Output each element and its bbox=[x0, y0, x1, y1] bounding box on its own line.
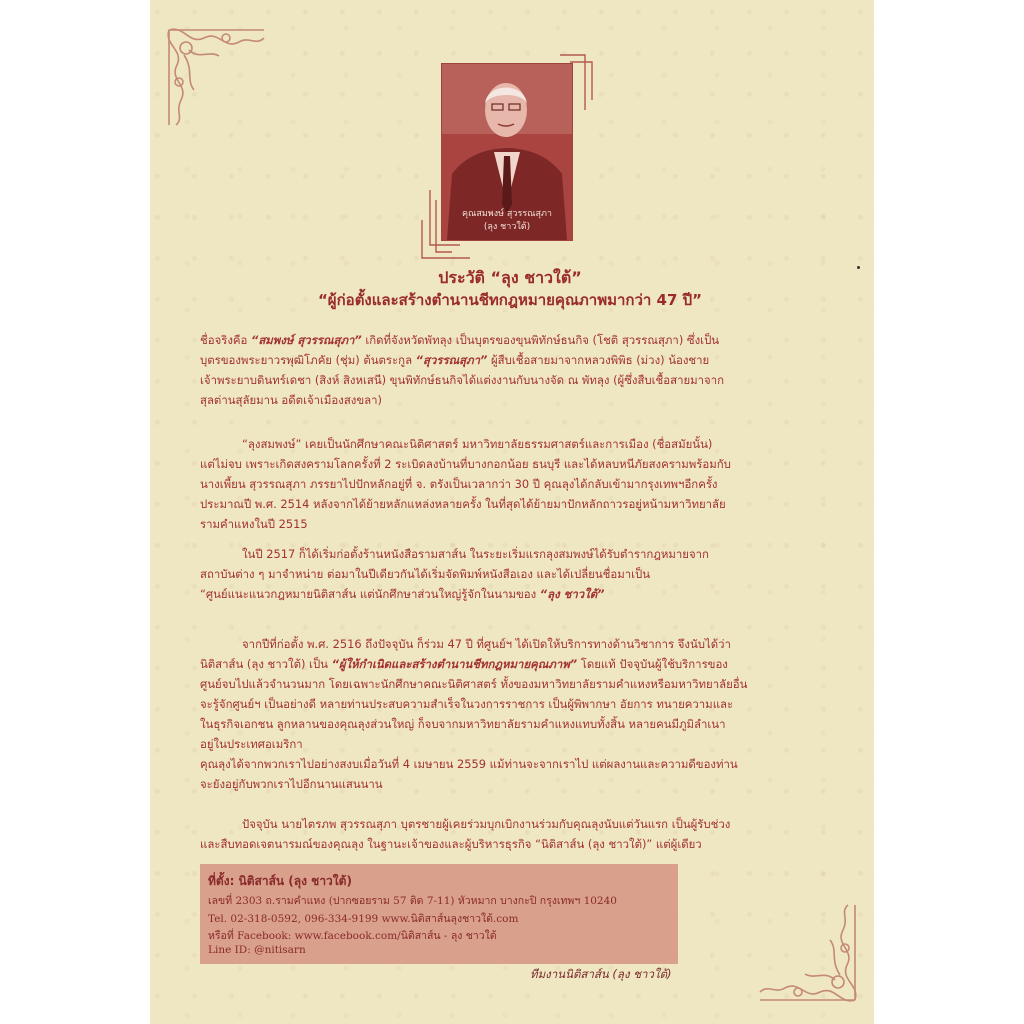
p1-line-2-emphasis: “สุวรรณสุภา” bbox=[415, 353, 488, 367]
p1-line-1-emphasis: “สมพงษ์ สุวรรณสุภา” bbox=[251, 333, 362, 347]
address-line-id: Line ID: @nitisarn bbox=[208, 944, 306, 956]
p1-line-2-pre: บุตรของพระยาวรพุฒิโภคัย (ชุ่ม) ต้นตระกูล bbox=[200, 353, 416, 367]
p1-line-2 bbox=[200, 350, 840, 370]
photo-caption-nickname: (ลุง ชาวใต้) bbox=[483, 222, 531, 232]
paragraph-1 bbox=[200, 330, 840, 410]
p3-line-3-emphasis: “ลุง ชาวใต้” bbox=[539, 587, 605, 601]
title-line-2: “ผู้ก่อตั้งและสร้างตำนานชีทกฎหมายคุณภาพมากว่า 47 ปี” bbox=[317, 291, 703, 309]
p4-line-4: จะรู้จักศูนย์ฯ เป็นอย่างดี หลายท่านประสบความสำเร็จในวงการราชการ เป็นผู้พิพากษา อัยการ ทนายความและ bbox=[200, 697, 734, 711]
photo-caption-name: คุณสมพงษ์ สุวรรณสุภา bbox=[462, 209, 552, 219]
p5-line-2: และสืบทอดเจตนารมณ์ของคุณลุง ในฐานะเจ้าของและผู้บริหารธุรกิจ “นิติสาส์น (ลุง ชาวใต้)” แต่ผู้เดียว bbox=[200, 837, 702, 851]
p4-line-3: ศูนย์จบไปแล้วจำนวนมาก โดยเฉพาะนักศึกษาคณะนิติศาสตร์ ทั้งของมหาวิทยาลัยรามคำแหงหรือมหาวิทยาลัยอื่น bbox=[200, 677, 748, 691]
photo-caption bbox=[442, 208, 572, 234]
title-line-1: ประวัติ “ลุง ชาวใต้” bbox=[438, 268, 582, 287]
p3-line-3-text: “ศูนย์แนะแนวกฎหมายนิติสาส์น แต่นักศึกษาส่วนใหญ่รู้จักในนามของ bbox=[200, 587, 540, 601]
paragraph-2 bbox=[200, 434, 840, 534]
p4-line-1: จากปีที่ก่อตั้ง พ.ศ. 2516 ถึงปัจจุบัน ก็ร่วม 47 ปี ที่ศูนย์ฯ ได้เปิดให้บริการทางด้านวิชาการ จึงนับได้ว่า bbox=[242, 637, 731, 651]
address-box bbox=[200, 864, 678, 964]
address-phone: Tel. 02-318-0592, 096-334-9199 www.นิติสาส์นลุงชาวใต้.com bbox=[208, 913, 519, 925]
p4-line-8: จะยังอยู่กับพวกเราไปอีกนานแสนนาน bbox=[200, 777, 383, 791]
p1-line-1-post: เกิดที่จังหวัดพัทลุง เป็นบุตรของขุนพิทักษ์ธนกิจ (โชติ สุวรรณสุภา) ซึ่งเป็น bbox=[361, 333, 720, 347]
p4-line-6: อยู่ในประเทศอเมริกา bbox=[200, 737, 303, 751]
p1-line-2-post: ผู้สืบเชื้อสายมาจากหลวงพิพิธ (ม่วง) น้องชาย bbox=[487, 353, 710, 367]
p3-line-2: สถาบันต่าง ๆ มาจำหน่าย ต่อมาในปีเดียวกันได้เริ่มจัดพิมพ์หนังสือเอง และได้เปลี่ยนชื่อมาเป็น bbox=[200, 567, 651, 581]
corner-ornament-top-left bbox=[164, 20, 274, 140]
p4-line-5: ในธุรกิจเอกชน ลูกหลานของคุณลุงส่วนใหญ่ ก็จบจากมหาวิทยาลัยรามคำแหงแทบทั้งสิ้น หลายคนมีภูมิลำเนา bbox=[200, 717, 726, 731]
address-line-1: เลขที่ 2303 ถ.รามคำแหง (ปากซอยราม 57 ติด 7-11) หัวหมาก บางกะปิ กรุงเทพฯ 10240 bbox=[208, 895, 617, 907]
p2-line-5: รามคำแหงในปี 2515 bbox=[200, 517, 308, 531]
p4-line-2 bbox=[200, 654, 840, 674]
address-title: ที่ตั้ง: นิติสาส์น (ลุง ชาวใต้) bbox=[208, 874, 352, 888]
p1-line-4: สุลต่านสุลัยมาน อดีตเจ้าเมืองสงขลา) bbox=[200, 393, 382, 407]
document-page bbox=[150, 0, 874, 1024]
corner-ornament-bottom-right bbox=[750, 890, 860, 1010]
title-block bbox=[230, 267, 790, 311]
paragraph-3 bbox=[200, 544, 840, 604]
p1-line-1-pre: ชื่อจริงคือ bbox=[200, 333, 252, 347]
p4-line-7: คุณลุงได้จากพวกเราไปอย่างสงบเมื่อวันที่ 4 เมษายน 2559 แม้ท่านจะจากเราไป แต่ผลงานและความดีของท่าน bbox=[200, 757, 738, 771]
p1-line-1 bbox=[200, 330, 840, 350]
speck bbox=[857, 266, 860, 269]
portrait-photo bbox=[442, 64, 572, 240]
p5-line-1: ปัจจุบัน นายไตรภพ สุวรรณสุภา บุตรชายผู้เคยร่วมบุกเบิกงานร่วมกับคุณลุงนับแต่วันแรก เป็นผู้รับช่วง bbox=[242, 817, 731, 831]
p4-line-2-post: โดยแท้ ปัจจุบันผู้ใช้บริการของ bbox=[577, 657, 728, 671]
paragraph-5 bbox=[200, 814, 840, 854]
p1-line-3: เจ้าพระยาบดินทร์เดชา (สิงห์ สิงหเสนี) ขุนพิทักษ์ธนกิจได้แต่งงานกับนางจัด ณ พัทลุง (ผู้ซึ่งสืบเชื้อสายมาจาก bbox=[200, 373, 725, 387]
address-facebook: หรือที่ Facebook: www.facebook.com/นิติสาส์น - ลุง ชาวใต้ bbox=[208, 930, 497, 942]
p2-line-2: แต่ไม่จบ เพราะเกิดสงครามโลกครั้งที่ 2 ระเบิดลงบ้านที่บางกอกน้อย ธนบุรี และได้หลบหนีภัยสงครามพร้อมกับ bbox=[200, 457, 731, 471]
p4-line-2-pre: นิติสาส์น (ลุง ชาวใต้) เป็น bbox=[200, 657, 332, 671]
p2-line-3: นางเพี้ยน สุวรรณสุภา ภรรยาไปปักหลักอยู่ที่ จ. ตรังเป็นเวลากว่า 30 ปี คุณลุงได้กลับเข้ามากรุงเทพฯอีกครั้ง bbox=[200, 477, 718, 491]
signature: ทีมงานนิติสาส์น (ลุง ชาวใต้) bbox=[530, 967, 672, 981]
p3-line-1: ในปี 2517 ก็ได้เริ่มก่อตั้งร้านหนังสือรามสาส์น ในระยะเริ่มแรกลุงสมพงษ์ได้รับตำรากฎหมายจาก bbox=[242, 547, 709, 561]
p3-line-3 bbox=[200, 584, 840, 604]
p4-line-2-emphasis: “ผู้ให้กำเนิดและสร้างตำนานชีทกฎหมายคุณภาพ” bbox=[331, 657, 578, 671]
p2-line-1: “ลุงสมพงษ์” เคยเป็นนักศึกษาคณะนิติศาสตร์ มหาวิทยาลัยธรรมศาสตร์และการเมือง (ชื่อสมัยนั้น) bbox=[242, 437, 713, 451]
paragraph-4 bbox=[200, 634, 840, 794]
p2-line-4: ประมาณปี พ.ศ. 2514 หลังจากได้ย้ายหลักแหล่งหลายครั้ง ในที่สุดได้ย้ายมาปักหลักถาวรอยู่หน้ามหาวิทยาลัย bbox=[200, 497, 726, 511]
